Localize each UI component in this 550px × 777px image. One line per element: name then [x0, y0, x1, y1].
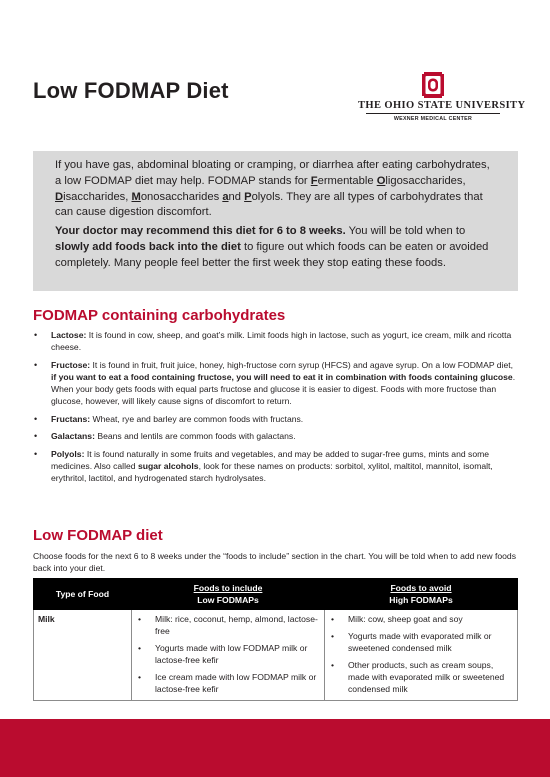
food-type-cell: Milk [34, 610, 132, 701]
include-cell [132, 610, 325, 701]
list-item: • Yogurts made with evaporated milk or sweetened condensed milk [329, 630, 513, 654]
list-item-fructose: • Fructose: It is found in fruit, fruit juice, honey, high-fructose corn syrup (HFCS) and agave syrup. On a low FODMAP diet, if you want to eat a food containing fructose, you will need to eat it in combination with foods containing glucose. When your body gets foods with equal parts fructose and glucose it is easier to digest. Foods with more fructose than glucose, however, will likely cause signs of discomfort to return. [33, 359, 518, 407]
avoid-cell [325, 610, 518, 701]
header-foods-to-avoid: Foods to avoid High FODMAPs [325, 579, 518, 610]
logo-divider [366, 113, 500, 114]
section-heading-carbohydrates: FODMAP containing carbohydrates [33, 307, 286, 324]
table-row [34, 610, 518, 701]
intro-paragraph-1: If you have gas, abdominal bloating or cramping, or diarrhea after eating carbohydrates, a low FODMAP diet may help. FODMAP stands for Fermentable Oligosaccharides, Disaccharides, Monosaccharides and Polyols. They are all types of carbohydrates that can cause digestion discomfort. [55, 159, 490, 219]
header-type-of-food: Type of Food [34, 579, 132, 610]
carbohydrate-list [33, 329, 518, 490]
intro-paragraph-2: Your doctor may recommend this diet for 6 to 8 weeks. You will be told when to slowly add foods back into the diet to figure out which foods can be eaten or avoided completely. Many people feel better the first week they stop eating these foods. [55, 225, 489, 269]
list-item-lactose: • Lactose: It is found in cow, sheep, and goat’s milk. Limit foods high in lactose, such as yogurt, ice cream, milk and ricotta cheese. [33, 329, 518, 353]
intro-box [33, 151, 518, 291]
list-item-polyols: • Polyols: It is found naturally in some fruits and vegetables, and may be added to sugar-free gums, mints and some medicines. Also called sugar alcohols, look for these names on products: sorbitol, xylitol, maltitol, mannitol, isomalt, erythritol, lactitol, and hydrogenated starch hydrolysates. [33, 448, 518, 484]
university-name: THE OHIO STATE UNIVERSITY [358, 100, 526, 111]
list-item-galactans: • Galactans: Beans and lentils are common foods with galactans. [33, 430, 518, 442]
list-item: • Other products, such as cream soups, made with evaporated milk or sweetened condensed milk [329, 659, 513, 695]
list-item: • Milk: rice, coconut, hemp, almond, lactose-free [136, 613, 320, 637]
list-item: • Ice cream made with low FODMAP milk or lactose-free kefir [136, 671, 320, 695]
header-foods-to-include: Foods to include Low FODMAPs [132, 579, 325, 610]
list-item-fructans: • Fructans: Wheat, rye and barley are common foods with fructans. [33, 413, 518, 425]
page-title: Low FODMAP Diet [33, 78, 229, 103]
medical-center-name: WEXNER MEDICAL CENTER [393, 116, 473, 122]
list-item: • Milk: cow, sheep goat and soy [329, 613, 513, 625]
osu-logo [358, 72, 526, 122]
footer-bar [0, 719, 550, 777]
table-header-row [34, 579, 518, 610]
section-heading-low-fodmap-diet: Low FODMAP diet [33, 527, 163, 544]
section-description: Choose foods for the next 6 to 8 weeks under the “foods to include” section in the chart. You will be told when to add new foods back into your diet. [33, 551, 516, 574]
list-item: • Yogurts made with low FODMAP milk or lactose-free kefir [136, 642, 320, 666]
food-table [33, 578, 518, 701]
block-o-icon [422, 72, 444, 98]
